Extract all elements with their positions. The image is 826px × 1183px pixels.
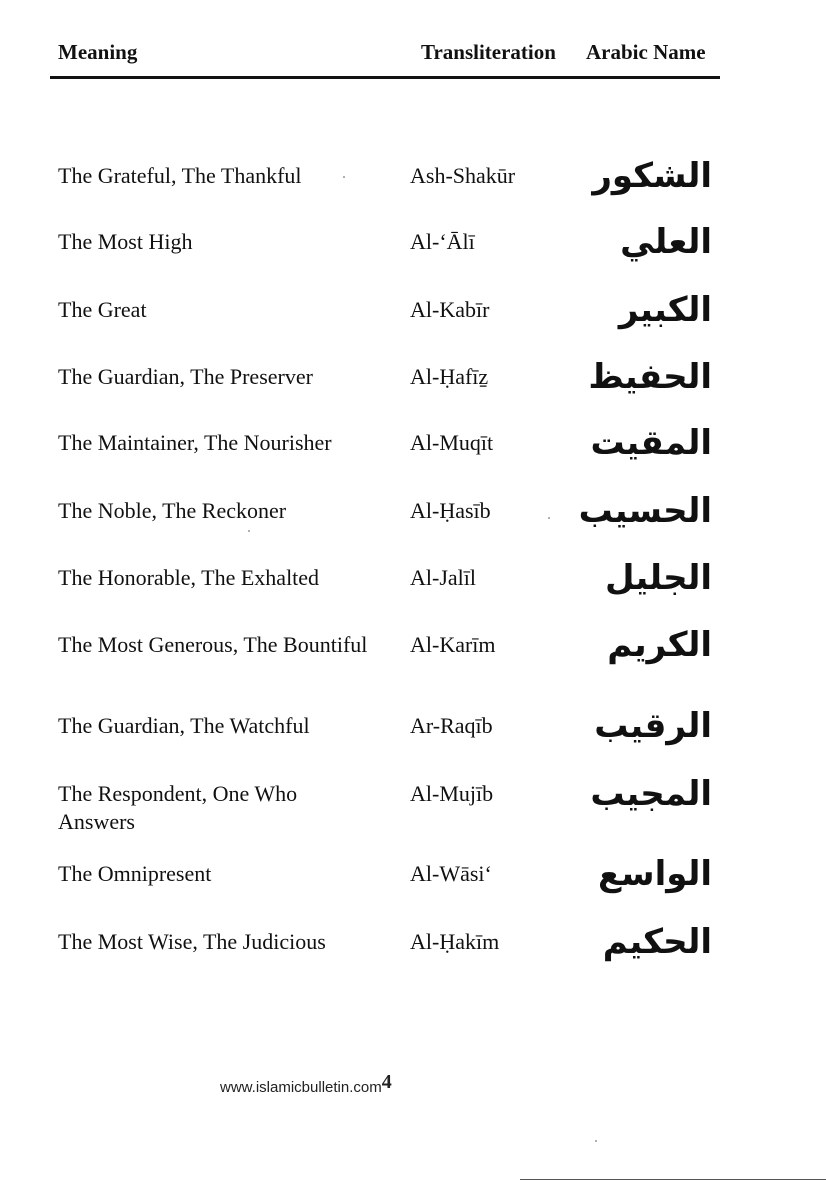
name-row: [0, 558, 826, 624]
scan-speck: [248, 530, 250, 532]
arabic-name-text: الحكيم: [602, 922, 712, 962]
name-row: [0, 357, 826, 423]
meaning-text: The Omnipresent: [58, 861, 212, 886]
name-row: [0, 423, 826, 489]
arabic-name-text: الحسيب: [578, 491, 712, 531]
meaning-text: The Respondent, One Who Answers: [58, 781, 298, 834]
transliteration-column-header: Transliteration: [421, 40, 556, 64]
meaning-text: The Guardian, The Watchful: [58, 713, 310, 738]
name-row: [0, 222, 826, 288]
arabic-name-text: الواسع: [597, 854, 712, 894]
name-row: [0, 625, 826, 691]
page-number: 4: [381, 1071, 392, 1093]
arabic-name-text: الجليل: [604, 558, 712, 598]
meaning-text: The Honorable, The Exhalted: [58, 565, 320, 590]
arabic-name-text: المجيب: [590, 774, 712, 814]
meaning-text: The Most Generous, The Bountiful: [58, 632, 368, 657]
meaning-text: The Most High: [58, 229, 193, 254]
arabic-name-text: المقيت: [590, 423, 712, 463]
arabic-name-text: الشكور: [592, 156, 712, 196]
arabic-name-text: الرقيب: [594, 706, 712, 746]
scan-speck: [343, 176, 345, 178]
meaning-text: The Guardian, The Preserver: [58, 364, 313, 389]
name-row: [0, 491, 826, 557]
transliteration-text: Al-Mujīb: [410, 781, 494, 806]
meaning-column-header: Meaning: [58, 40, 138, 64]
meaning-text: The Great: [58, 297, 147, 322]
transliteration-text: Al-‘Ālī: [410, 229, 475, 254]
transliteration-text: Al-Karīm: [410, 632, 496, 657]
arabic-name-text: الحفيظ: [588, 357, 712, 397]
transliteration-text: Ash-Shakūr: [410, 163, 516, 188]
meaning-text: The Most Wise, The Judicious: [58, 929, 326, 954]
transliteration-text: Al-Ḥasīb: [410, 498, 491, 523]
transliteration-text: Al-Muqīt: [410, 430, 494, 455]
arabic-name-column-header: Arabic Name: [586, 40, 706, 64]
transliteration-text: Al-Ḥakīm: [410, 929, 500, 954]
name-row: [0, 290, 826, 356]
meaning-text: The Maintainer, The Nourisher: [58, 430, 332, 455]
transliteration-text: Al-Wāsi‘: [410, 861, 492, 886]
footer-url-link[interactable]: www.islamicbulletin.com: [220, 1079, 382, 1096]
name-row: [0, 774, 826, 840]
scan-speck: [595, 1140, 597, 1142]
arabic-name-text: العلي: [620, 222, 712, 262]
arabic-name-text: الكبير: [618, 290, 712, 330]
name-row: [0, 706, 826, 772]
transliteration-text: Al-Jalīl: [410, 565, 476, 590]
page-footer: [220, 1071, 392, 1098]
name-row: [0, 922, 826, 988]
meaning-text: The Grateful, The Thankful: [58, 163, 302, 188]
bottom-divider: [520, 1179, 826, 1180]
scan-speck: [548, 517, 550, 519]
transliteration-text: Al-Kabīr: [410, 297, 490, 322]
arabic-name-text: الكريم: [607, 625, 712, 665]
transliteration-text: Ar-Raqīb: [410, 713, 493, 738]
name-row: [0, 854, 826, 920]
transliteration-text: Al-Ḥafīẕ: [410, 364, 489, 389]
meaning-text: The Noble, The Reckoner: [58, 498, 287, 523]
name-row: [0, 156, 826, 222]
